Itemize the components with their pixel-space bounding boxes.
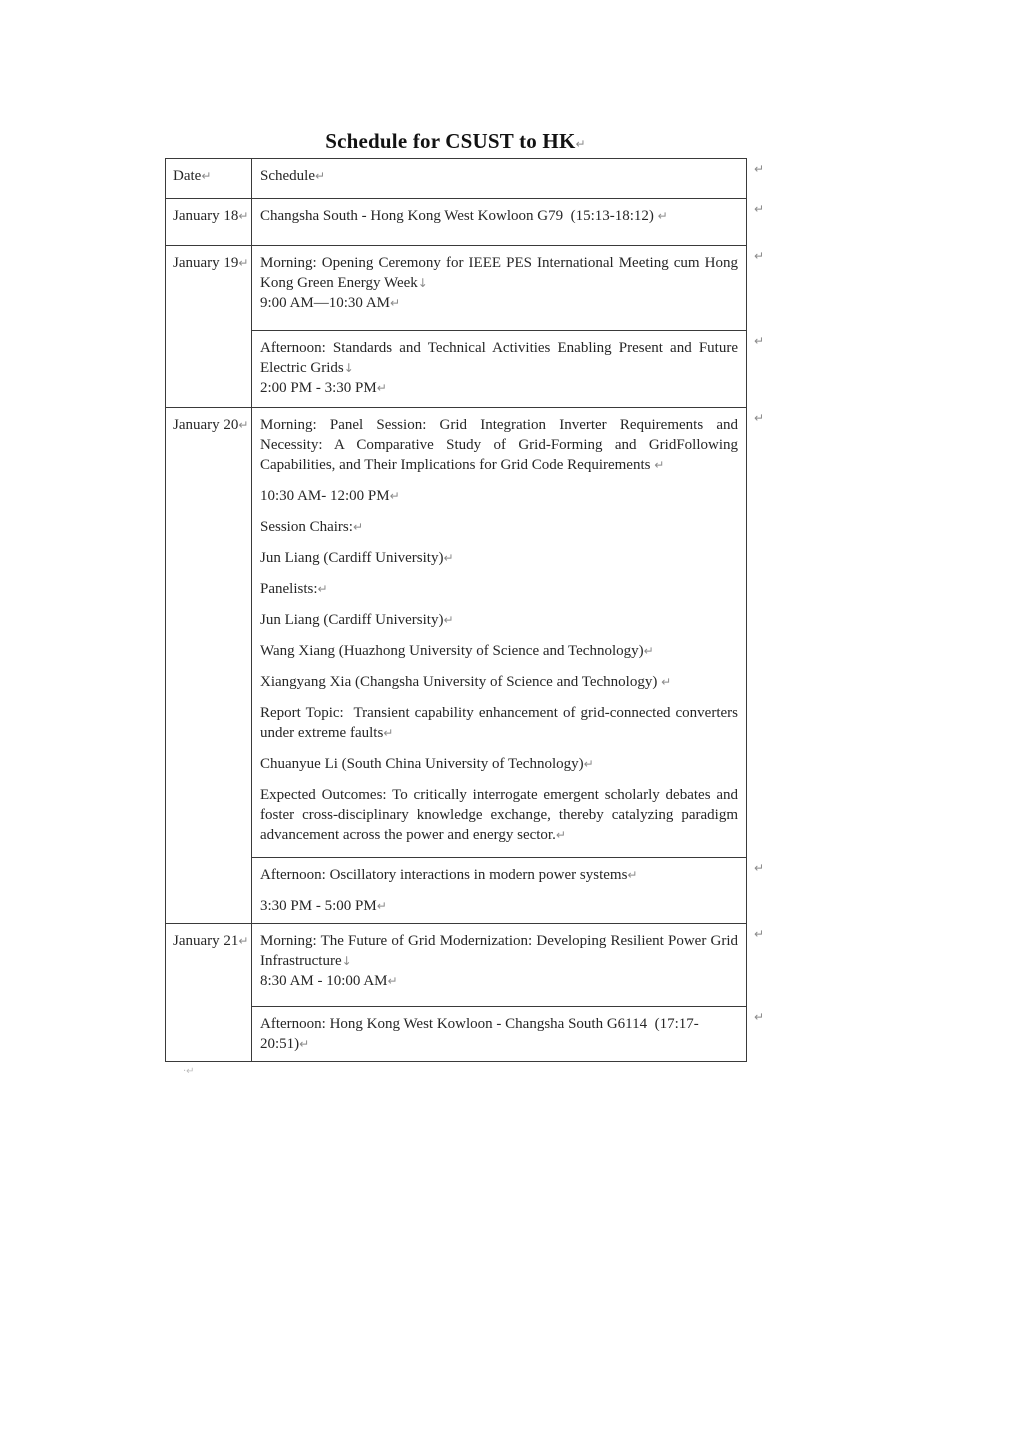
row-end-mark: ↵ xyxy=(753,162,764,176)
paragraph-mark: ↵ xyxy=(575,137,586,151)
paragraph-mark: ↵ xyxy=(443,613,454,627)
schedule-cell-january-19-part2[interactable] xyxy=(252,331,764,408)
date-cell-january-18[interactable] xyxy=(166,199,252,246)
paragraph xyxy=(260,785,738,845)
text-run: 3:30 PM - 5:00 PM xyxy=(260,898,377,914)
document-body xyxy=(165,129,764,1077)
text-run: Jun Liang (Cardiff University) xyxy=(260,612,444,628)
row-end-mark: ↵ xyxy=(753,927,764,941)
text-run: Report Topic: Transient capability enhancement of grid-connected converters under extreme faults xyxy=(260,705,738,741)
line-break-mark: ↓ xyxy=(343,361,354,375)
paragraph-mark: ↵ xyxy=(376,899,387,913)
paragraph xyxy=(260,253,738,313)
document-title xyxy=(165,129,746,154)
date-cell-january-19[interactable] xyxy=(166,246,252,408)
row-end-mark: ↵ xyxy=(753,202,764,216)
paragraph-mark: ↵ xyxy=(661,675,672,689)
row-end-mark: ↵ xyxy=(753,861,764,875)
after-table-paragraph-mark: ·↵ xyxy=(183,1066,195,1077)
paragraph-mark: ↵ xyxy=(555,828,566,842)
schedule-cell-january-18-part1[interactable] xyxy=(252,199,764,246)
paragraph xyxy=(260,931,738,991)
paragraph xyxy=(260,896,738,916)
text-run: Morning: The Future of Grid Modernization: Developing Resilient Power Grid Infrastructure xyxy=(260,933,738,969)
row-end-mark: ↵ xyxy=(753,411,764,425)
paragraph-mark: ↵ xyxy=(299,1037,310,1051)
schedule-row-january-21 xyxy=(166,924,747,1007)
date-label: January 19 xyxy=(173,255,239,271)
text-run: 2:00 PM - 3:30 PM xyxy=(260,380,377,396)
text-run: 9:00 AM—10:30 AM xyxy=(260,295,391,311)
schedule-table-body xyxy=(166,159,764,1062)
paragraph xyxy=(260,610,738,630)
date-label: January 21 xyxy=(173,933,239,949)
paragraph-mark: ↵ xyxy=(376,381,387,395)
schedule-table xyxy=(165,158,764,1062)
paragraph-mark: ↵ xyxy=(352,520,363,534)
text-run: Changsha South - Hong Kong West Kowloon G79 (15:13-18:12) xyxy=(260,208,658,224)
text-run: Afternoon: Standards and Technical Activities Enabling Present and Future Electric Grids xyxy=(260,340,738,376)
paragraph-mark: ↵ xyxy=(654,458,665,472)
schedule-row-january-20 xyxy=(166,408,747,858)
schedule-row-january-18 xyxy=(166,199,747,246)
paragraph xyxy=(260,754,738,774)
paragraph xyxy=(260,415,738,475)
schedule-cell-january-20-part2[interactable] xyxy=(252,858,764,924)
paragraph-mark: ↵ xyxy=(657,209,668,223)
text-run: Morning: Panel Session: Grid Integration Inverter Requirements and Necessity: A Comparative Study of Grid-Forming and GridFollowing Capabilities, and Their Implications for Grid Code Requirements xyxy=(260,417,738,473)
paragraph-mark: ↵ xyxy=(238,418,249,432)
date-label: January 18 xyxy=(173,208,239,224)
paragraph-mark: ↵ xyxy=(643,644,654,658)
paragraph xyxy=(260,641,738,661)
paragraph xyxy=(260,865,738,885)
paragraph xyxy=(260,548,738,568)
paragraph xyxy=(260,517,738,537)
date-cell-january-20[interactable] xyxy=(166,408,252,924)
schedule-cell-january-21-part2[interactable] xyxy=(252,1007,764,1062)
paragraph-mark: ↵ xyxy=(238,209,249,223)
paragraph xyxy=(260,579,738,599)
table-header-row xyxy=(166,159,747,199)
paragraph xyxy=(260,703,738,743)
paragraph-mark: ↵ xyxy=(390,296,401,310)
text-run: Wang Xiang (Huazhong University of Science and Technology) xyxy=(260,643,644,659)
schedule-row-january-21-sub2 xyxy=(166,1007,747,1062)
paragraph-mark: ↵ xyxy=(389,489,400,503)
text-run: Afternoon: Oscillatory interactions in modern power systems xyxy=(260,867,628,883)
paragraph-mark: ↵ xyxy=(314,169,326,183)
text-run: 10:30 AM- 12:00 PM xyxy=(260,488,390,504)
line-break-mark: ↓ xyxy=(417,276,428,290)
paragraph-mark: ↵ xyxy=(443,551,454,565)
schedule-row-january-20-sub2 xyxy=(166,858,747,924)
date-cell-january-21[interactable] xyxy=(166,924,252,1062)
text-run: Xiangyang Xia (Changsha University of Science and Technology) xyxy=(260,674,662,690)
row-end-mark: ↵ xyxy=(753,249,764,263)
header-date-label: Date xyxy=(173,168,202,184)
text-run: Session Chairs: xyxy=(260,519,353,535)
line-break-mark: ↓ xyxy=(341,954,352,968)
schedule-cell-january-19-part1[interactable] xyxy=(252,246,764,331)
paragraph-mark: ↵ xyxy=(583,757,594,771)
paragraph-mark: ↵ xyxy=(317,582,328,596)
text-run: Jun Liang (Cardiff University) xyxy=(260,550,444,566)
header-schedule-label: Schedule xyxy=(260,168,315,184)
row-end-mark: ↵ xyxy=(753,1010,764,1024)
paragraph xyxy=(260,338,738,398)
paragraph xyxy=(260,672,738,692)
row-end-mark: ↵ xyxy=(753,334,764,348)
text-run: Chuanyue Li (South China University of Technology) xyxy=(260,756,584,772)
schedule-cell-january-20-part1[interactable] xyxy=(252,408,764,858)
paragraph-mark: ↵ xyxy=(627,868,638,882)
text-run: Morning: Opening Ceremony for IEEE PES International Meeting cum Hong Kong Green Energy Week xyxy=(260,255,738,291)
text-run: Panelists: xyxy=(260,581,318,597)
date-label: January 20 xyxy=(173,417,239,433)
text-run: 8:30 AM - 10:00 AM xyxy=(260,973,388,989)
paragraph-mark: ↵ xyxy=(383,726,394,740)
paragraph-mark: ↵ xyxy=(238,256,249,270)
schedule-row-january-19-sub2 xyxy=(166,331,747,408)
header-cell-schedule[interactable] xyxy=(252,159,764,199)
paragraph-mark: ↵ xyxy=(201,169,212,183)
schedule-row-january-19 xyxy=(166,246,747,331)
paragraph-mark: ↵ xyxy=(238,934,249,948)
paragraph xyxy=(260,1014,738,1054)
header-cell-date[interactable] xyxy=(166,159,252,199)
paragraph xyxy=(260,206,738,226)
text-run: Afternoon: Hong Kong West Kowloon - Changsha South G6114 (17:17-20:51) xyxy=(260,1016,699,1052)
paragraph-mark: ↵ xyxy=(387,974,398,988)
text-run: Expected Outcomes: To critically interrogate emergent scholarly debates and foster cross-disciplinary knowledge exchange, thereby catalyzing paradigm advancement across the power and energy sector. xyxy=(260,787,738,843)
schedule-cell-january-21-part1[interactable] xyxy=(252,924,764,1007)
document-title-text: Schedule for CSUST to HK xyxy=(325,129,576,153)
paragraph xyxy=(260,486,738,506)
